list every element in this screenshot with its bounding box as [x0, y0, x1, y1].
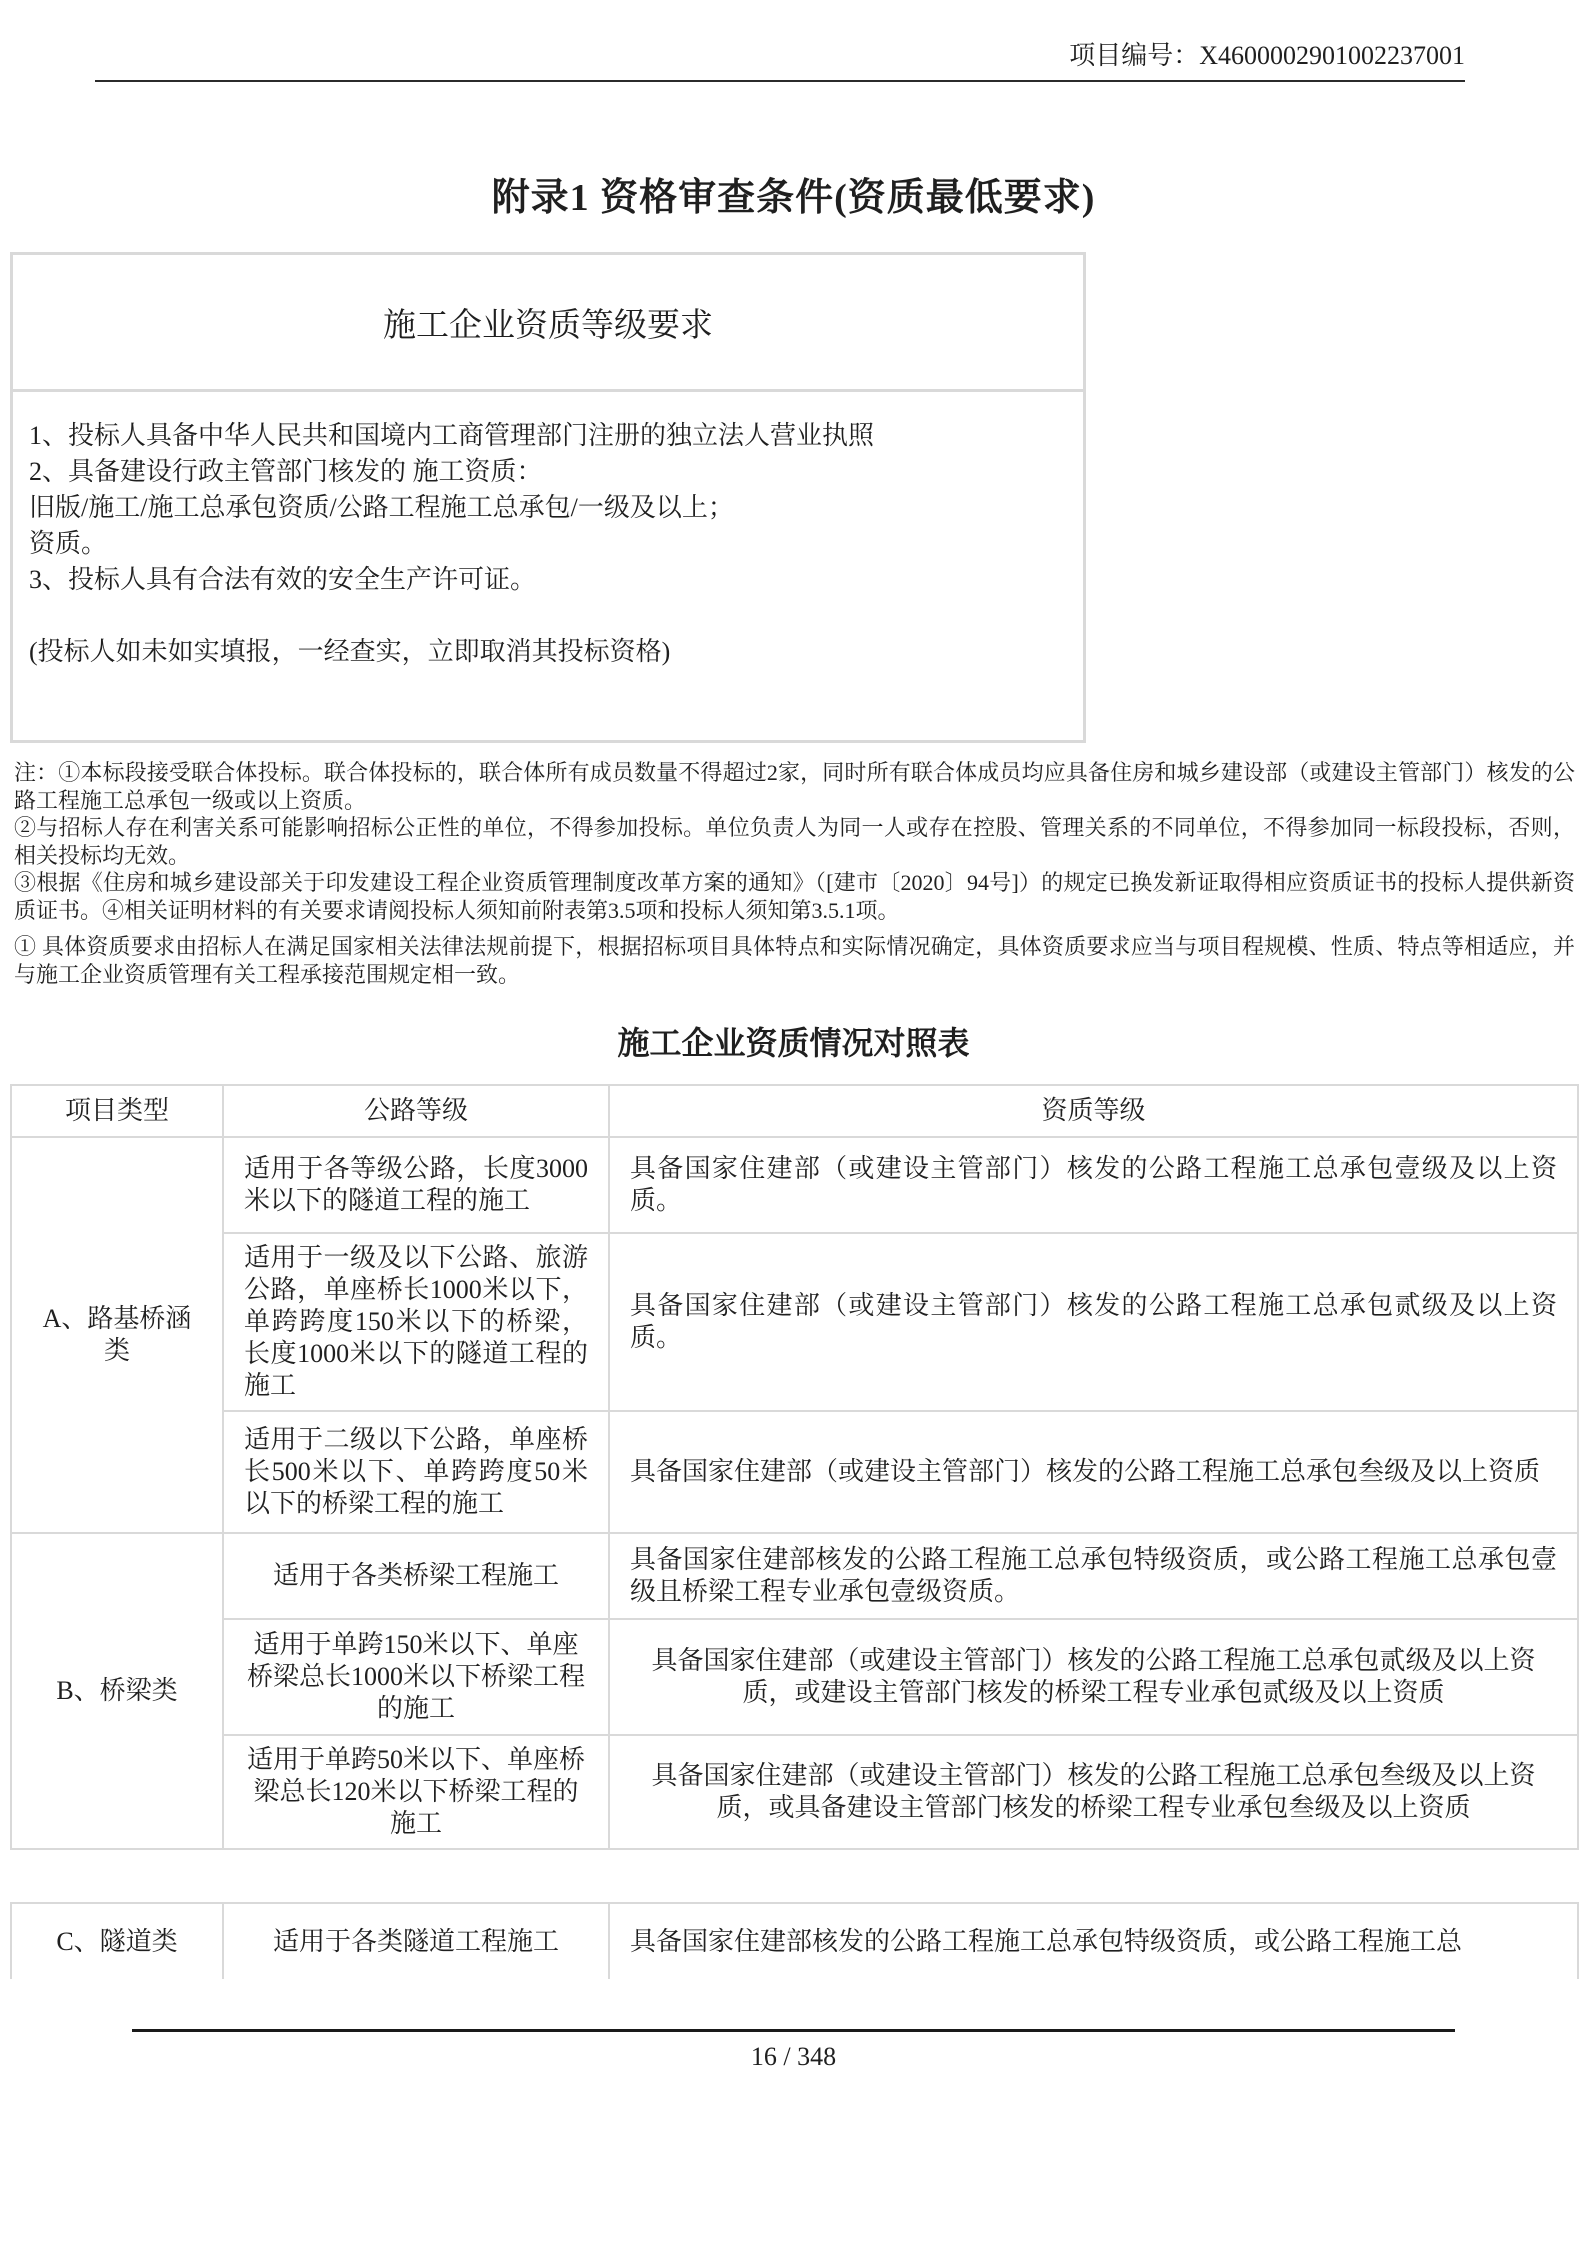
cell-group-b-type: B、桥梁类	[11, 1533, 223, 1849]
qualification-box-body	[13, 392, 1083, 740]
box-warning-note: (投标人如未如实填报，一经查实，立即取消其投标资格)	[29, 637, 671, 666]
header-qualification-grade: 资质等级	[609, 1085, 1578, 1137]
requirement-line-2: 2、具备建设行政主管部门核发的 施工资质：	[29, 457, 543, 486]
notes-section	[14, 759, 1575, 988]
comparison-table	[10, 1084, 1579, 1850]
qualification-requirements-box	[10, 252, 1086, 743]
page-number: 16 / 348	[750, 2042, 837, 2071]
cell-a2-qualification: 具备国家住建部（或建设主管部门）核发的公路工程施工总承包贰级及以上资质。	[609, 1233, 1578, 1411]
comparison-table-title: 施工企业资质情况对照表	[617, 1025, 970, 1061]
note-item-2: ②与招标人存在利害关系可能影响招标公正性的单位，不得参加投标。单位负责人为同一人或存在控股、管理关系的不同单位，不得参加同一标段投标，否则，相关投标均无效。	[14, 815, 1575, 868]
cell-b1-highway: 适用于各类桥梁工程施工	[223, 1533, 609, 1619]
cell-c1-highway: 适用于各类隧道工程施工	[223, 1903, 609, 1979]
comparison-table-continued	[10, 1902, 1579, 1979]
table-row	[11, 1137, 1578, 1233]
requirement-line-4: 资质。	[29, 529, 108, 558]
note-item-1: 注：①本标段接受联合体投标。联合体投标的，联合体所有成员数量不得超过2家，同时所有联合体成员均应具备住房和城乡建设部（或建设主管部门）核发的公路工程施工总承包一级或以上资质。	[14, 760, 1575, 813]
page-header	[95, 0, 1465, 82]
table-header-row	[11, 1085, 1578, 1137]
cell-a1-qualification: 具备国家住建部（或建设主管部门）核发的公路工程施工总承包壹级及以上资质。	[609, 1137, 1578, 1233]
table-row	[11, 1735, 1578, 1849]
cell-b1-qualification: 具备国家住建部核发的公路工程施工总承包特级资质，或公路工程施工总承包壹级且桥梁工程专业承包壹级资质。	[609, 1533, 1578, 1619]
note-item-3: ③根据《住房和城乡建设部关于印发建设工程企业资质管理制度改革方案的通知》（[建市〔2020〕94号]）的规定已换发新证取得相应资质证书的投标人提供新资质证书。④相关证明材料的有关要求请阅投标人须知前附表第3.5项和投标人须知第3.5.1项。	[14, 870, 1575, 923]
cell-c1-qualification: 具备国家住建部核发的公路工程施工总承包特级资质，或公路工程施工总	[609, 1903, 1578, 1979]
cell-group-c-type: C、隧道类	[11, 1903, 223, 1979]
header-highway-grade: 公路等级	[223, 1085, 609, 1137]
cell-b3-highway: 适用于单跨50米以下、单座桥梁总长120米以下桥梁工程的施工	[223, 1735, 609, 1849]
header-project-type: 项目类型	[11, 1085, 223, 1137]
requirement-line-1: 1、投标人具备中华人民共和国境内工商管理部门注册的独立法人营业执照	[29, 421, 875, 450]
table-row	[11, 1533, 1578, 1619]
table-row	[11, 1619, 1578, 1735]
cell-a1-highway: 适用于各等级公路，长度3000米以下的隧道工程的施工	[223, 1137, 609, 1233]
cell-b2-highway: 适用于单跨150米以下、单座桥梁总长1000米以下桥梁工程的施工	[223, 1619, 609, 1735]
cell-b3-qualification: 具备国家住建部（或建设主管部门）核发的公路工程施工总承包叁级及以上资质，或具备建设主管部门核发的桥梁工程专业承包叁级及以上资质	[609, 1735, 1578, 1849]
requirement-line-3: 旧版/施工/施工总承包资质/公路工程施工总承包/一级及以上；	[29, 493, 734, 522]
footer-rule	[132, 2029, 1455, 2032]
table-row	[11, 1233, 1578, 1411]
cell-a3-highway: 适用于二级以下公路，单座桥长500米以下、单跨跨度50米以下的桥梁工程的施工	[223, 1411, 609, 1533]
cell-a2-highway: 适用于一级及以下公路、旅游公路，单座桥长1000米以下，单跨跨度150米以下的桥梁，长度1000米以下的隧道工程的施工	[223, 1233, 609, 1411]
cell-b2-qualification: 具备国家住建部（或建设主管部门）核发的公路工程施工总承包贰级及以上资质，或建设主管部门核发的桥梁工程专业承包贰级及以上资质	[609, 1619, 1578, 1735]
table-row	[11, 1411, 1578, 1533]
cell-a3-qualification: 具备国家住建部（或建设主管部门）核发的公路工程施工总承包叁级及以上资质	[609, 1411, 1578, 1533]
requirement-line-5: 3、投标人具有合法有效的安全生产许可证。	[29, 565, 537, 594]
project-number: 项目编号：X4600002901002237001	[1069, 41, 1465, 70]
cell-group-a-type: A、路基桥涵类	[11, 1137, 223, 1533]
note-supplement: ① 具体资质要求由招标人在满足国家相关法律法规前提下，根据招标项目具体特点和实际情况确定，具体资质要求应当与项目程规模、性质、特点等相适应，并与施工企业资质管理有关工程承接范围规定相一致。	[14, 934, 1575, 987]
qualification-box-heading: 施工企业资质等级要求	[13, 255, 1083, 392]
page-title: 附录1 资格审查条件(资质最低要求)	[491, 177, 1096, 219]
table-row	[11, 1903, 1578, 1979]
